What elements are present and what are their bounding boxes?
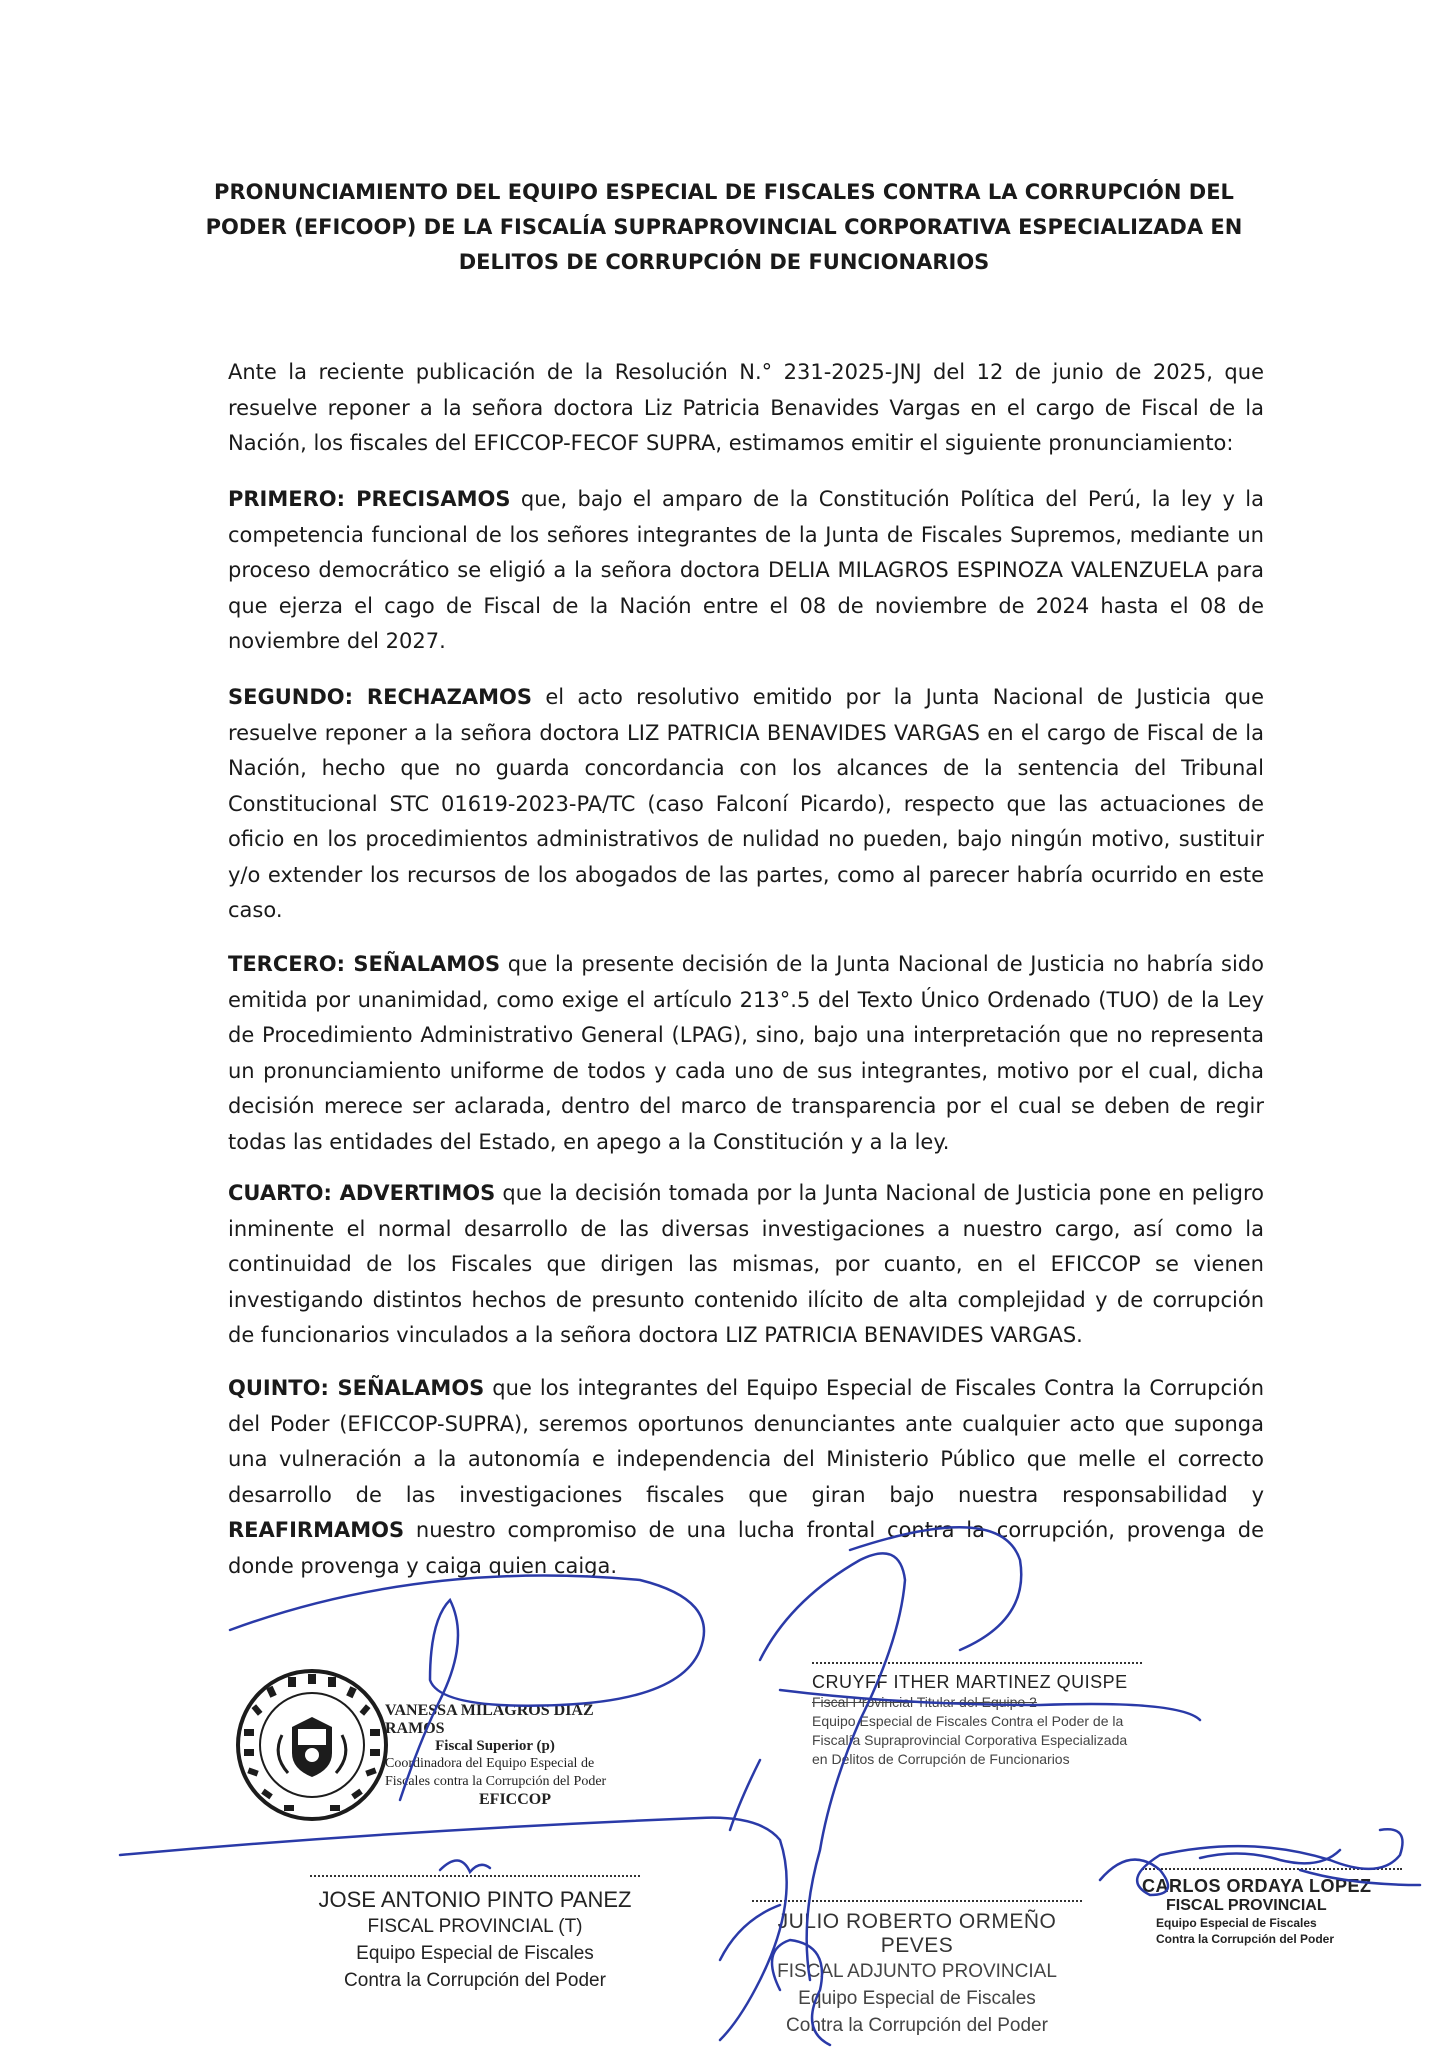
signatory-name: CRUYFF ITHER MARTINEZ QUISPE: [812, 1672, 1128, 1692]
section-label: TERCERO: SEÑALAMOS: [228, 952, 501, 976]
intro-paragraph: Ante la reciente publicación de la Resolución N.° 231-2025-JNJ del 12 de junio de 2025, que resuelve reponer a la señora doctora Liz Patricia Benavides Vargas en el cargo de Fiscal de la Nación, los fiscales del EFICCOP-FECOF SUPRA, estimamos emitir el siguiente pronunciamiento:: [228, 360, 1264, 455]
signature-vanessa: [230, 1576, 704, 1800]
signatory-role: Fiscal Superior (p): [435, 1738, 555, 1754]
section-label: PRIMERO: PRECISAMOS: [228, 487, 511, 511]
signature-julio: [772, 1940, 830, 2045]
section-label: CUARTO: ADVERTIMOS: [228, 1181, 496, 1205]
section-text: que la decisión tomada por la Junta Nacional de Justicia pone en peligro inminente el normal desarrollo de las diversas investigaciones a nuestro cargo, así como la continuidad de los Fiscales que dirigen las mismas, por cuanto, en el EFICCOP se vienen investigando distintos hechos de presunto contenido ilícito de alta complejidad y de corrupción de funcionarios vinculados a la señora doctora LIZ PATRICIA BENAVIDES VARGAS.: [228, 1181, 1264, 1347]
signatory-line: Equipo Especial de Fiscales: [1156, 1916, 1317, 1930]
signatory-line: Equipo Especial de Fiscales: [798, 1988, 1036, 2009]
signatory-line: Equipo Especial de Fiscales: [356, 1943, 594, 1964]
signatory-name: VANESSA MILAGROS DIAZ RAMOS: [385, 1702, 594, 1737]
signatory-line: Contra la Corrupción del Poder: [344, 1970, 606, 1991]
signatory-role: Fiscal Provincial Titular del Equipo 2: [812, 1694, 1037, 1710]
section-label: QUINTO: SEÑALAMOS: [228, 1376, 485, 1400]
section-text: que la presente decisión de la Junta Nacional de Justicia no habría sido emitida por unanimidad, como exige el artículo 213°.5 del Texto Único Ordenado (TUO) de la Ley de Procedimiento Administrativo General (LPAG), sino, bajo una interpretación que no representa un pronunciamiento uniforme de todos y cada uno de sus integrantes, motivo por el cual, dicha decisión merece ser aclarada, dentro del marco de transparencia por el cual se deben de regir todas las entidades del Estado, en apego a la Constitución y a la ley.: [228, 952, 1264, 1154]
section-text: el acto resolutivo emitido por la Junta Nacional de Justicia que resuelve reponer a la señora doctora LIZ PATRICIA BENAVIDES VARGAS en el cargo de Fiscal de la Nación, hecho que no guarda concordancia con los alcances de la sentencia del Tribunal Constitucional STC 01619-2023-PA/TC (caso Falconí Picardo), respecto que las actuaciones de oficio en los procedimientos administrativos de nulidad no pueden, bajo ningún motivo, sustituir y/o extender los recursos de los abogados de las partes, como al parecer habría ocurrido en este caso.: [228, 685, 1265, 922]
section-label: SEGUNDO: RECHAZAMOS: [228, 685, 533, 709]
title-line-3: DELITOS DE CORRUPCIÓN DE FUNCIONARIOS: [458, 250, 990, 274]
signature-jose: [440, 1860, 490, 1872]
section-text: que, bajo el amparo de la Constitución Política del Perú, la ley y la competencia funcional de los señores integrantes de la Junta de Fiscales Supremos, mediante un proceso democrático se eligió a la señora doctora DELIA MILAGROS ESPINOZA VALENZUELA para que ejerza el cago de Fiscal de la Nación entre el 08 de noviembre de 2024 hasta el 08 de noviembre del 2027.: [228, 487, 1265, 653]
signatory-role: FISCAL PROVINCIAL: [1166, 1897, 1327, 1914]
signatory-role: FISCAL PROVINCIAL (T): [367, 1916, 583, 1937]
title-line-1: PRONUNCIAMIENTO DEL EQUIPO ESPECIAL DE FISCALES CONTRA LA CORRUPCIÓN DEL: [214, 180, 1234, 204]
section-text-2: nuestro compromiso de una lucha frontal contra la corrupción, provenga de donde provenga y caiga quien caiga.: [228, 1518, 1264, 1578]
signatory-line: en Delitos de Corrupción de Funcionarios: [812, 1751, 1070, 1767]
signature-carlos: [1100, 1829, 1403, 1895]
signatory-name: JOSE ANTONIO PINTO PANEZ: [318, 1887, 632, 1912]
section-label-2: REAFIRMAMOS: [228, 1518, 405, 1542]
section-text: que los integrantes del Equipo Especial de Fiscales Contra la Corrupción del Poder (EFICCOP-SUPRA), seremos oportunos denunciantes ante cualquier acto que suponga una vulneración a la autonomía e independencia del Ministerio Público que melle el correcto desarrollo de las investigaciones fiscales que giran bajo nuestra responsabilidad y: [228, 1376, 1265, 1507]
title-line-2: PODER (EFICOOP) DE LA FISCALÍA SUPRAPROVINCIAL CORPORATIVA ESPECIALIZADA EN: [205, 215, 1243, 239]
signatory-line: Coordinadora del Equipo Especial de: [385, 1756, 595, 1771]
signatory-name: JULIO ROBERTO ORMEÑO PEVES: [777, 1910, 1057, 1957]
signatory-line: Contra la Corrupción del Poder: [786, 2015, 1048, 2036]
signatory-org: EFICCOP: [479, 1791, 551, 1808]
signatory-line: Contra la Corrupción del Poder: [1156, 1932, 1335, 1946]
signatory-role: FISCAL ADJUNTO PROVINCIAL: [777, 1961, 1057, 1982]
signatory-line: Fiscales contra la Corrupción del Poder: [385, 1774, 607, 1789]
signatory-line: Equipo Especial de Fiscales Contra el Poder de la: [812, 1713, 1124, 1729]
signatory-name: CARLOS ORDAYA LOPEZ: [1142, 1876, 1372, 1896]
signature-cruyff: [760, 1553, 905, 1980]
signatory-line: Fiscalía Supraprovincial Corporativa Especializada: [812, 1732, 1128, 1748]
